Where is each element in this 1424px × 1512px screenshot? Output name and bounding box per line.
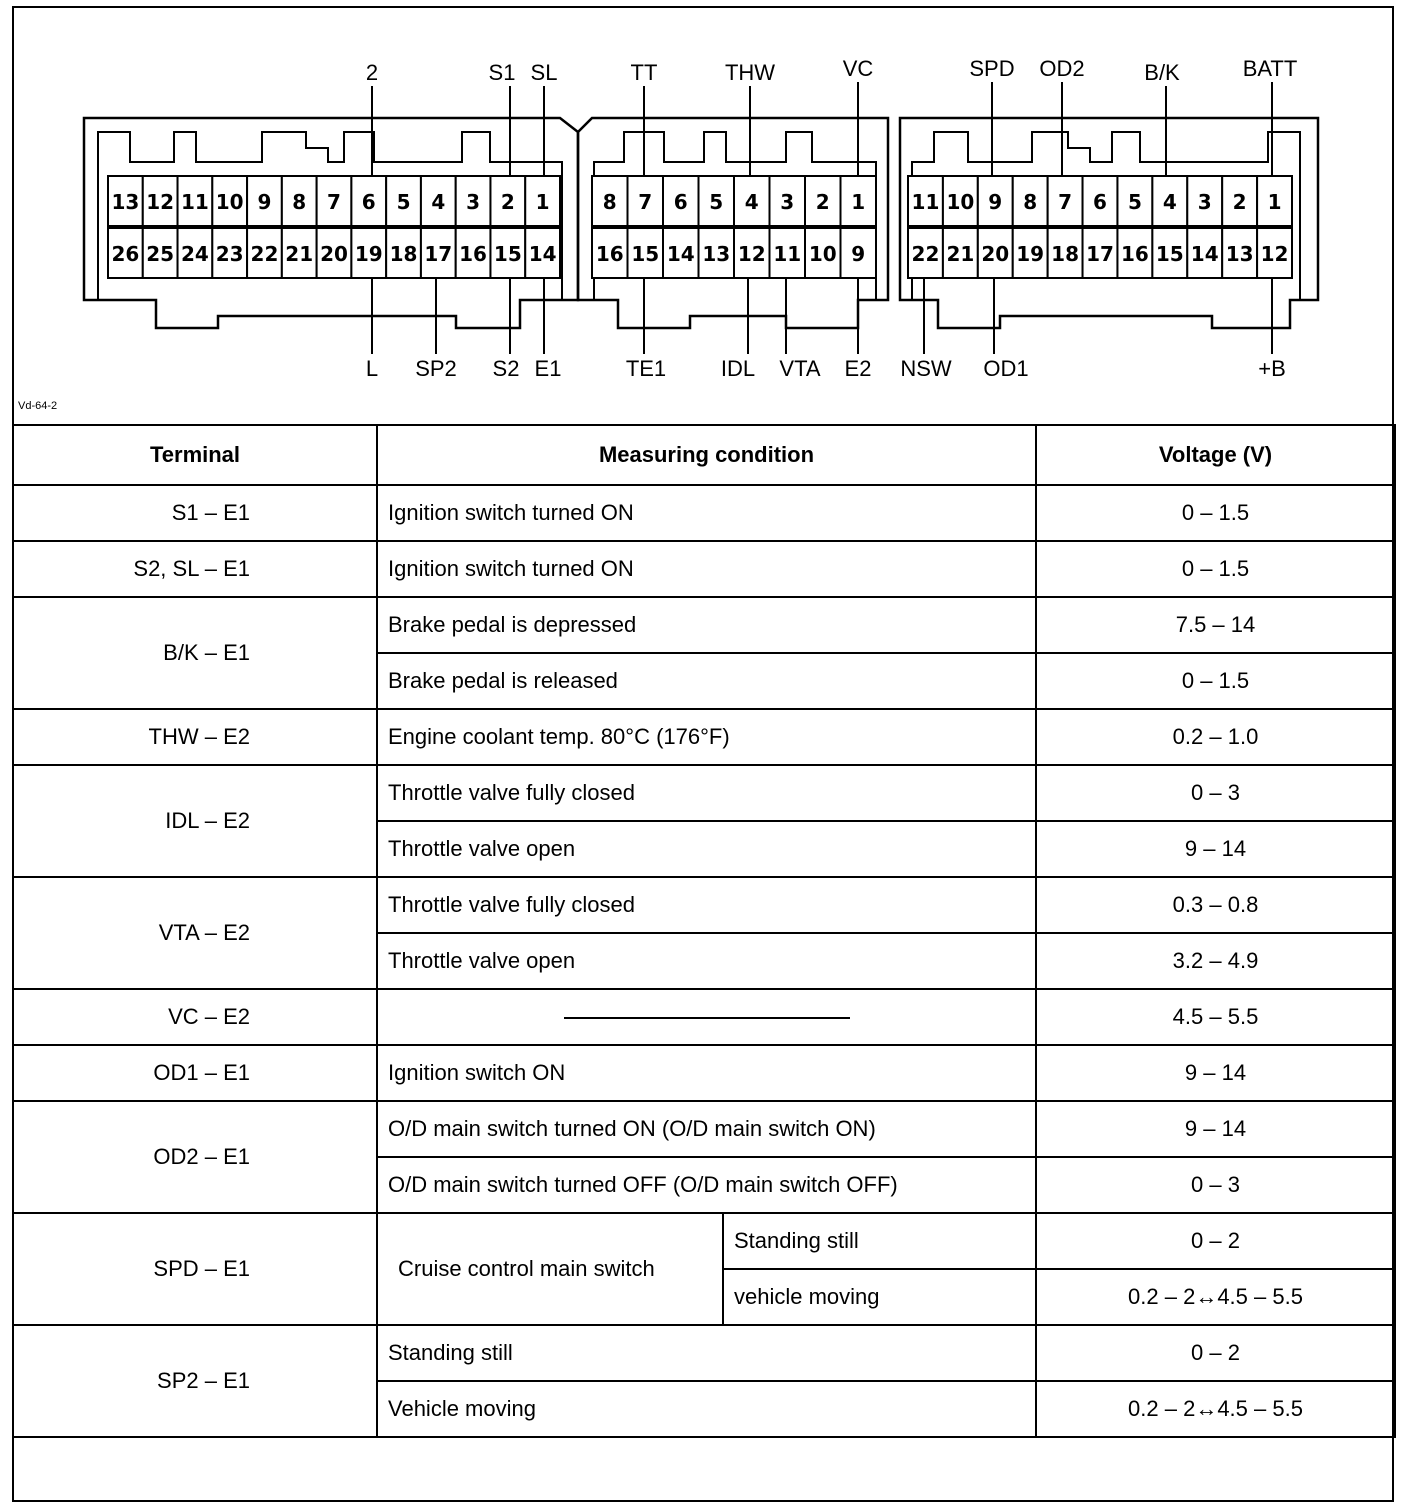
voltage-cell: 9 – 14	[1036, 1101, 1395, 1157]
condition-cell: Standing still	[723, 1213, 1036, 1269]
pin-number: 8	[292, 190, 307, 214]
pin-number: 2	[815, 190, 830, 214]
pin-number: 3	[1197, 190, 1212, 214]
pin-number: 4	[744, 190, 759, 214]
pin-number: 16	[1120, 242, 1149, 266]
pin-number: 2	[500, 190, 515, 214]
pin-number: 22	[250, 242, 279, 266]
pin-number: 15	[1155, 242, 1184, 266]
pin-label-top: TT	[630, 60, 658, 85]
pin-number: 13	[1225, 242, 1254, 266]
pin-label-bottom: VTA	[779, 356, 821, 381]
header-terminal: Terminal	[13, 425, 377, 485]
pin-label-top: S1	[488, 60, 516, 85]
condition-cell: Throttle valve open	[377, 821, 1036, 877]
pin-label-bottom: NSW	[900, 356, 952, 381]
pin-number: 7	[1058, 190, 1073, 214]
pin-number: 12	[737, 242, 766, 266]
pin-number: 13	[702, 242, 731, 266]
pin-number: 11	[773, 242, 802, 266]
pin-number: 21	[285, 242, 314, 266]
pin-number: 9	[257, 190, 272, 214]
condition-cell: Ignition switch turned ON	[377, 485, 1036, 541]
terminal-cell: OD2 – E1	[13, 1101, 377, 1213]
pin-number: 18	[1051, 242, 1080, 266]
pin-number: 25	[146, 242, 175, 266]
voltage-cell: 0 – 2	[1036, 1325, 1395, 1381]
pin-number: 12	[146, 190, 175, 214]
header-measuring-condition: Measuring condition	[377, 425, 1036, 485]
pin-number: 20	[320, 242, 348, 266]
pin-label-bottom: E1	[534, 356, 562, 381]
table-row	[13, 1045, 1395, 1101]
pin-number: 5	[1127, 190, 1142, 214]
pin-number: 18	[389, 242, 418, 266]
pin-number: 14	[666, 242, 695, 266]
figure-code: Vd-64-2	[18, 400, 58, 412]
pin-label-top: BATT	[1242, 56, 1298, 81]
pin-number: 3	[780, 190, 795, 214]
voltage-cell: 0.2 – 1.0	[1036, 709, 1395, 765]
subgroup-cell: Cruise control main switch	[377, 1213, 723, 1325]
table-row	[13, 485, 1395, 541]
terminal-cell: VTA – E2	[13, 877, 377, 989]
voltage-cell: 0 – 3	[1036, 765, 1395, 821]
pin-number: 24	[181, 242, 209, 266]
condition-cell: Brake pedal is released	[377, 653, 1036, 709]
pin-number: 10	[215, 190, 244, 214]
pin-label-top: VC	[842, 56, 874, 81]
condition-cell: Throttle valve fully closed	[377, 877, 1036, 933]
voltage-cell: 0 – 1.5	[1036, 653, 1395, 709]
terminal-cell: IDL – E2	[13, 765, 377, 877]
pin-label-top: SL	[530, 60, 558, 85]
terminal-cell: SPD – E1	[13, 1213, 377, 1325]
pin-label-top: B/K	[1144, 60, 1180, 85]
condition-cell: Engine coolant temp. 80°C (176°F)	[377, 709, 1036, 765]
pin-number: 10	[808, 242, 837, 266]
pin-number: 15	[631, 242, 660, 266]
voltage-cell: 0.2 – 2↔4.5 – 5.5	[1036, 1381, 1395, 1437]
voltage-cell: 9 – 14	[1036, 821, 1395, 877]
pin-label-bottom: E2	[844, 356, 872, 381]
pin-number: 6	[1093, 190, 1107, 214]
pin-number: 23	[215, 242, 244, 266]
pin-number: 1	[851, 190, 866, 214]
condition-cell: Ignition switch turned ON	[377, 541, 1036, 597]
pin-label-top: 2	[365, 60, 379, 85]
voltage-cell: 0 – 3	[1036, 1157, 1395, 1213]
table-row	[13, 1213, 1395, 1269]
condition-cell: Throttle valve fully closed	[377, 765, 1036, 821]
pin-number: 22	[911, 242, 940, 266]
pin-number: 13	[111, 190, 140, 214]
pin-number: 4	[1162, 190, 1177, 214]
table-row	[13, 1325, 1395, 1381]
condition-cell: Vehicle moving	[377, 1381, 1036, 1437]
pin-number: 8	[1023, 190, 1038, 214]
pin-number: 1	[1267, 190, 1282, 214]
no-condition-dash	[564, 1017, 850, 1019]
terminal-cell: S1 – E1	[13, 485, 377, 541]
condition-cell: vehicle moving	[723, 1269, 1036, 1325]
terminal-cell: SP2 – E1	[13, 1325, 377, 1437]
table-header-row	[13, 425, 1395, 485]
voltage-cell: 4.5 – 5.5	[1036, 989, 1395, 1045]
pin-number: 10	[946, 190, 975, 214]
pin-number: 7	[327, 190, 341, 214]
pin-number: 6	[673, 190, 688, 214]
pin-number: 2	[1232, 190, 1247, 214]
header-voltage: Voltage (V)	[1036, 425, 1395, 485]
table-row	[13, 709, 1395, 765]
condition-cell: Standing still	[377, 1325, 1036, 1381]
pin-number: 19	[354, 242, 383, 266]
pin-number: 11	[911, 190, 940, 214]
pin-number: 11	[181, 190, 209, 214]
pin-label-bottom: IDL	[720, 356, 756, 381]
condition-cell: O/D main switch turned ON (O/D main switch ON)	[377, 1101, 1036, 1157]
voltage-cell: 0.2 – 2↔4.5 – 5.5	[1036, 1269, 1395, 1325]
pin-number: 3	[466, 190, 481, 214]
terminal-cell: THW – E2	[13, 709, 377, 765]
table-row	[13, 541, 1395, 597]
pin-label-bottom: +B	[1258, 356, 1286, 381]
voltage-cell: 9 – 14	[1036, 1045, 1395, 1101]
pin-number: 4	[431, 190, 446, 214]
pin-number: 8	[602, 190, 617, 214]
table-row	[13, 989, 1395, 1045]
pin-label-top: THW	[724, 60, 776, 85]
table-row	[13, 597, 1395, 653]
pin-number: 19	[1016, 242, 1045, 266]
pin-number: 5	[709, 190, 724, 214]
pin-number: 17	[1086, 242, 1114, 266]
condition-cell: Brake pedal is depressed	[377, 597, 1036, 653]
pin-number: 21	[946, 242, 975, 266]
terminal-cell: VC – E2	[13, 989, 377, 1045]
pin-number: 26	[111, 242, 140, 266]
voltage-cell: 0 – 1.5	[1036, 541, 1395, 597]
pin-number: 14	[1190, 242, 1219, 266]
voltage-cell: 0 – 1.5	[1036, 485, 1395, 541]
pin-label-top: OD2	[1039, 56, 1085, 81]
terminal-cell: B/K – E1	[13, 597, 377, 709]
terminal-voltage-table	[12, 424, 1396, 1438]
condition-cell: O/D main switch turned OFF (O/D main switch OFF)	[377, 1157, 1036, 1213]
ecu-connector-diagram	[0, 0, 1424, 420]
voltage-cell: 3.2 – 4.9	[1036, 933, 1395, 989]
pin-number: 12	[1260, 242, 1289, 266]
pin-label-bottom: OD1	[983, 356, 1029, 381]
pin-number: 7	[638, 190, 653, 214]
condition-cell: Throttle valve open	[377, 933, 1036, 989]
pin-number: 9	[851, 242, 866, 266]
terminal-cell: S2, SL – E1	[13, 541, 377, 597]
pin-number: 5	[396, 190, 411, 214]
pin-label-bottom: TE1	[625, 356, 667, 381]
pin-label-top: SPD	[969, 56, 1015, 81]
table-row	[13, 765, 1395, 821]
voltage-cell: 7.5 – 14	[1036, 597, 1395, 653]
voltage-cell: 0.3 – 0.8	[1036, 877, 1395, 933]
pin-number: 16	[595, 242, 624, 266]
condition-cell: Ignition switch ON	[377, 1045, 1036, 1101]
pin-label-bottom: SP2	[415, 356, 457, 381]
pin-number: 15	[493, 242, 522, 266]
pin-number: 17	[424, 242, 453, 266]
voltage-cell: 0 – 2	[1036, 1213, 1395, 1269]
pin-label-bottom: S2	[492, 356, 520, 381]
terminal-cell: OD1 – E1	[13, 1045, 377, 1101]
pin-number: 14	[528, 242, 557, 266]
pin-number: 1	[535, 190, 550, 214]
pin-number: 20	[981, 242, 1010, 266]
pin-number: 16	[459, 242, 487, 266]
condition-cell-blank	[377, 989, 1036, 1045]
pin-label-bottom: L	[365, 356, 379, 381]
table-row	[13, 1101, 1395, 1157]
pin-number: 9	[988, 190, 1003, 214]
pin-number: 6	[361, 190, 376, 214]
table-row	[13, 877, 1395, 933]
